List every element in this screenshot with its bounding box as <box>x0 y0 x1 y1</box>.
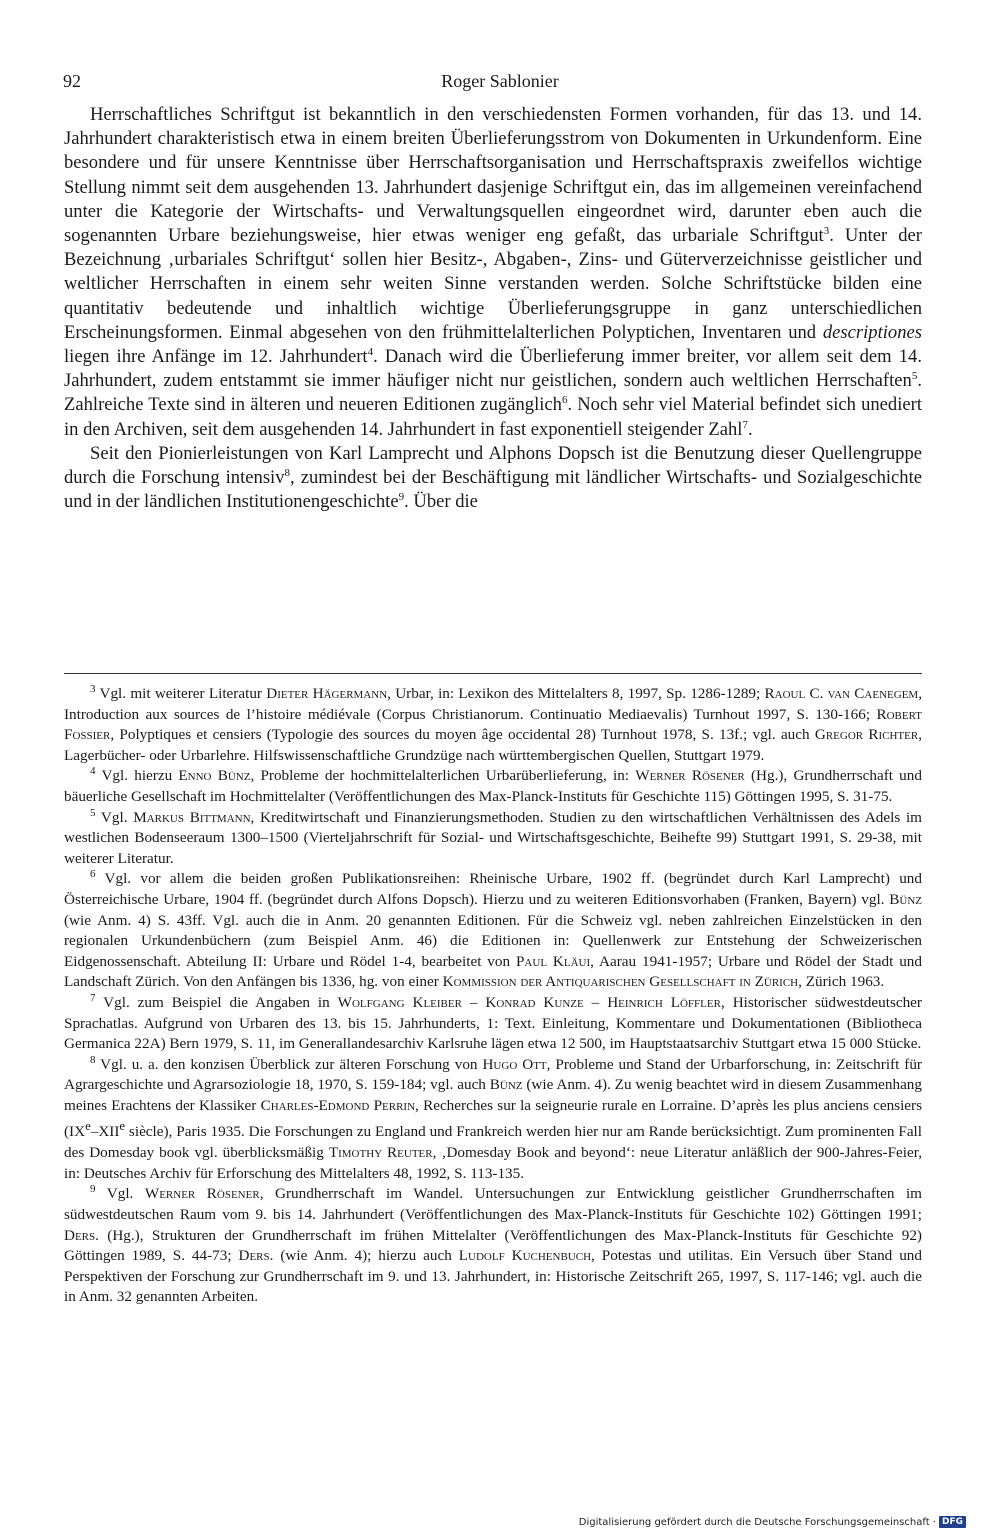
credit-text: Digitalisierung gefördert durch die Deutsche Forschungsgemeinschaft · <box>578 1516 936 1528</box>
footnote-number: 8 <box>90 1053 96 1066</box>
superscript-e: e <box>85 1119 91 1134</box>
footnote-ref[interactable]: 6 <box>561 394 568 407</box>
author-name: Enno Bünz <box>178 767 251 785</box>
footnote-3: $^3$ Vgl. mit weiterer Literatur Dieter Hägermann, Urbar, in: Lexikon des Mittelalters 8, 1997, Sp. 1286-1289; Raoul C. van Caenegem, Introduction aux sources de l’histoire médiévale (Corpus Christianorum. Continuatio Mediaevalis) Turnhout 1997, S. 130-166; Robert Fossier, Polyptiques et censiers (Typologie des sources du moyen âge occidental 28) Turnhout 1978, S. 13f.; vgl. auch Gregor Richter, Lagerbücher- oder Urbarlehre. Hilfswissenschaftliche Grundzüge nach württembergischen Quellen, Stuttgart 1979. <box>64 682 923 764</box>
footnote-number: 9 <box>90 1183 96 1196</box>
footnote-number: 5 <box>90 806 96 819</box>
footnote-7: $^7$ Vgl. zum Beispiel die Angaben in Wolfgang Kleiber – Konrad Kunze – Heinrich Löffler, Historischer südwestdeutscher Sprachatlas. Aufgrund von Urbaren des 13. bis 15. Jahrhunderts, 1: Text. Einleitung, Kommentare und Dokumentationen (Bibliotheca Germanica 22A) Bern 1979, S. 11, im Generallandesarchiv Karlsruhe lägen etwa 12 500, im Hauptstaatsarchiv Stuttgart etwa 15 000 Stücke. <box>64 991 922 1053</box>
footnote-ref[interactable]: 8 <box>284 466 291 479</box>
footnote-ref[interactable]: 7 <box>742 418 748 431</box>
author-name: Ludolf Kuchenbuch <box>458 1247 592 1265</box>
footnote-number: 7 <box>90 991 96 1004</box>
page-number: 92 <box>63 71 81 91</box>
author-name: Markus Bittmann <box>133 808 251 826</box>
footnote-number: 6 <box>90 868 96 881</box>
author-name: Kommission der Antiquarischen Gesellschaft in Zürich <box>442 973 799 991</box>
footnote-ref[interactable]: 5 <box>911 370 918 383</box>
footnotes <box>64 684 922 1308</box>
author-name: Gregor Richter <box>814 726 919 744</box>
footnote-number: 3 <box>90 682 96 695</box>
footnote-8: $^8$ Vgl. u. a. den konzisen Überblick zur älteren Forschung von Hugo Ott, Probleme und Stand der Urbarforschung, in: Zeitschrift für Agrargeschichte und Agrarsoziologie 18, 1970, S. 159-184; vgl. auch Bünz (wie Anm. 4). Zu wenig beachtet wird in diesem Zusammenhang meines Erachtens der Klassiker Charles-Edmond Perrin, Recherches sur la seigneurie rurale en Lorraine. D’après les plus anciens censiers (IXe–XIIe siècle), Paris 1935. Die Forschungen zu England und Frankreich werden hier nur am Rande berücksichtigt. Zum prominenten Fall des Domesday book vgl. überblicksmäßig Timothy Reuter, ‚Domesday Book and beyond‘: neue Literatur anläßlich der 900-Jahres-Feier, in: Deutsches Archiv für Erforschung des Mittelalters 48, 1992, S. 113-135. <box>64 1053 923 1182</box>
author-name: Bünz <box>889 890 922 908</box>
author-name: Dieter Hägermann <box>266 685 388 702</box>
author-name: Robert Fossier <box>64 705 922 744</box>
author-name: Werner Rösener <box>635 767 745 785</box>
paragraph-1: Herrschaftliches Schriftgut ist bekanntlich in den verschiedensten Formen vorhanden, für das 13. und 14. Jahrhundert charakteristisch etwa in einem breiten Überlieferungsstrom von Dokumenten in Urkundenform. Eine besondere und für unsere Kenntnisse über Herrschaftsorganisation und Herrschaftspraxis zweifellos wichtige Stellung nimmt seit dem ausgehenden 13. Jahrhundert dasjenige Schriftgut ein, das im allgemeinen vereinfachend unter die Kategorie der Wirtschafts- und Verwaltungsquellen eingeordnet wird, darunter eben auch die sogenannten Urbare beziehungsweise, hier etwas weniger eng gefaßt, das urbariale Schriftgut$^3$. Unter der Bezeichnung ‚urbariales Schriftgut‘ sollen hier Besitz-, Abgaben-, Zins- und Güterverzeichnisse geistlicher und weltlicher Herrschaften in einem sehr weiten Sinne verstanden werden. Solche Schriftstücke bilden eine quantitativ bedeutende und inhaltlich wichtige Überlieferungsgruppe in ganz unterschiedlichen Erscheinungsformen. Einmal abgesehen von den frühmittelalterlichen Polyptichen, Inventaren und descriptiones liegen ihre Anfänge im 12. Jahrhundert$^4$. Danach wird die Überlieferung immer breiter, vor allem seit dem 14. Jahrhundert, zudem entstammt sie immer häufiger nicht nur geistlichen, sondern auch weltlichen Herrschaften$^5$. Zahlreiche Texte sind in älteren und neueren Editionen zugänglich$^6$. Noch sehr viel Material befindet sich unediert in den Archiven, seit dem ausgehenden 14. Jahrhundert in fast exponentiell steigender Zahl$^7$. <box>64 104 923 440</box>
digitization-credit <box>579 1516 966 1528</box>
main-text <box>64 103 922 514</box>
author-name: Ders. <box>238 1247 274 1265</box>
footnote-ref[interactable]: 4 <box>367 345 374 358</box>
footnote-separator <box>64 673 922 674</box>
author-name: Wolfgang Kleiber – Konrad Kunze – Heinrich Löffler <box>337 993 721 1011</box>
author-name: Charles-Edmond Perrin <box>260 1096 416 1114</box>
footnote-9: $^9$ Vgl. Werner Rösener, Grundherrschaft im Wandel. Untersuchungen zur Entwicklung geistlicher Grundherrschaften im südwestdeutschen Raum vom 9. bis 14. Jahrhundert (Veröffentlichungen des Max-Planck-Instituts für Geschichte 102) Göttingen 1991; Ders. (Hg.), Strukturen der Grundherrschaft im frühen Mittelalter (Veröffentlichungen des Max-Planck-Instituts für Geschichte 92) Göttingen 1989, S. 44-73; Ders. (wie Anm. 4); hierzu auch Ludolf Kuchenbuch, Potestas und utilitas. Ein Versuch über Stand und Perspektiven der Forschung zur Grundherrschaft im 9. und 13. Jahrhundert, in: Historische Zeitschrift 265, 1997, S. 117-146; vgl. auch die in Anm. 32 genannten Arbeiten. <box>64 1183 922 1306</box>
paragraph-2: Seit den Pionierleistungen von Karl Lamprecht und Alphons Dopsch ist die Benutzung dieser Quellengruppe durch die Forschung intensiv$^8$, zumindest bei der Beschäftigung mit ländlicher Wirtschafts- und Sozialgeschichte und in der ländlichen Institutionengeschichte$^9$. Über die <box>64 442 922 513</box>
running-head: Roger Sablonier <box>441 71 559 91</box>
footnote-ref[interactable]: 3 <box>823 224 830 237</box>
author-name: Hugo Ott <box>482 1055 547 1073</box>
author-name: Ders. <box>64 1226 99 1244</box>
author-name: Werner Rösener <box>144 1185 260 1203</box>
author-name: Paul Kläui <box>515 952 591 970</box>
footnote-4: $^4$ Vgl. hierzu Enno Bünz, Probleme der hochmittelalterlichen Urbarüberlieferung, in: Werner Rösener (Hg.), Grundherrschaft und bäuerliche Gesellschaft im Hochmittelalter (Veröffentlichungen des Max-Planck-Instituts für Geschichte 115) Göttingen 1995, S. 31-75. <box>64 765 922 805</box>
footnote-ref[interactable]: 9 <box>398 491 405 504</box>
author-name: Raoul C. van Caenegem <box>764 685 919 702</box>
footnote-5: $^5$ Vgl. Markus Bittmann, Kreditwirtschaft und Finanzierungsmethoden. Studien zu den wirtschaftlichen Verhältnissen des Adels im westlichen Bodenseeraum 1300–1500 (Vierteljahrschrift für Sozial- und Wirtschaftsgeschichte, Beihefte 99) Stuttgart 1991, S. 29-38, mit weiterer Literatur. <box>64 806 922 867</box>
footnote-number: 4 <box>90 765 96 778</box>
footnote-6: $^6$ Vgl. vor allem die beiden großen Publikationsreihen: Rheinische Urbare, 1902 ff. (begründet durch Karl Lamprecht) und Österreichische Urbare, 1904 ff. (begründet durch Alfons Dopsch). Hierzu und zu weiteren Editionsvorhaben (Franken, Bayern) vgl. Bünz (wie Anm. 4) S. 43ff. Vgl. auch die in Anm. 20 genannten Editionen. Für die Schweiz vgl. neben zahlreichen Einzelstücken in den regionalen Urkundenbüchern (zum Beispiel Anm. 46) die Editionen in: Quellenwerk zur Entstehung der Schweizerischen Eidgenossenschaft. Abteilung II: Urbare und Rödel 1-4, bearbeitet von Paul Kläui, Aarau 1941-1957; Urbare und Rödel der Stadt und Landschaft Zürich. Von den Anfängen bis 1336, hg. von einer Kommission der Antiquarischen Gesellschaft in Zürich, Zürich 1963. <box>64 868 922 991</box>
italic-term: descriptiones <box>822 321 922 343</box>
dfg-logo-icon: DFG <box>939 1516 966 1528</box>
author-name: Bünz <box>489 1076 523 1094</box>
superscript-e: e <box>119 1119 126 1134</box>
author-name: Timothy Reuter <box>328 1144 433 1162</box>
